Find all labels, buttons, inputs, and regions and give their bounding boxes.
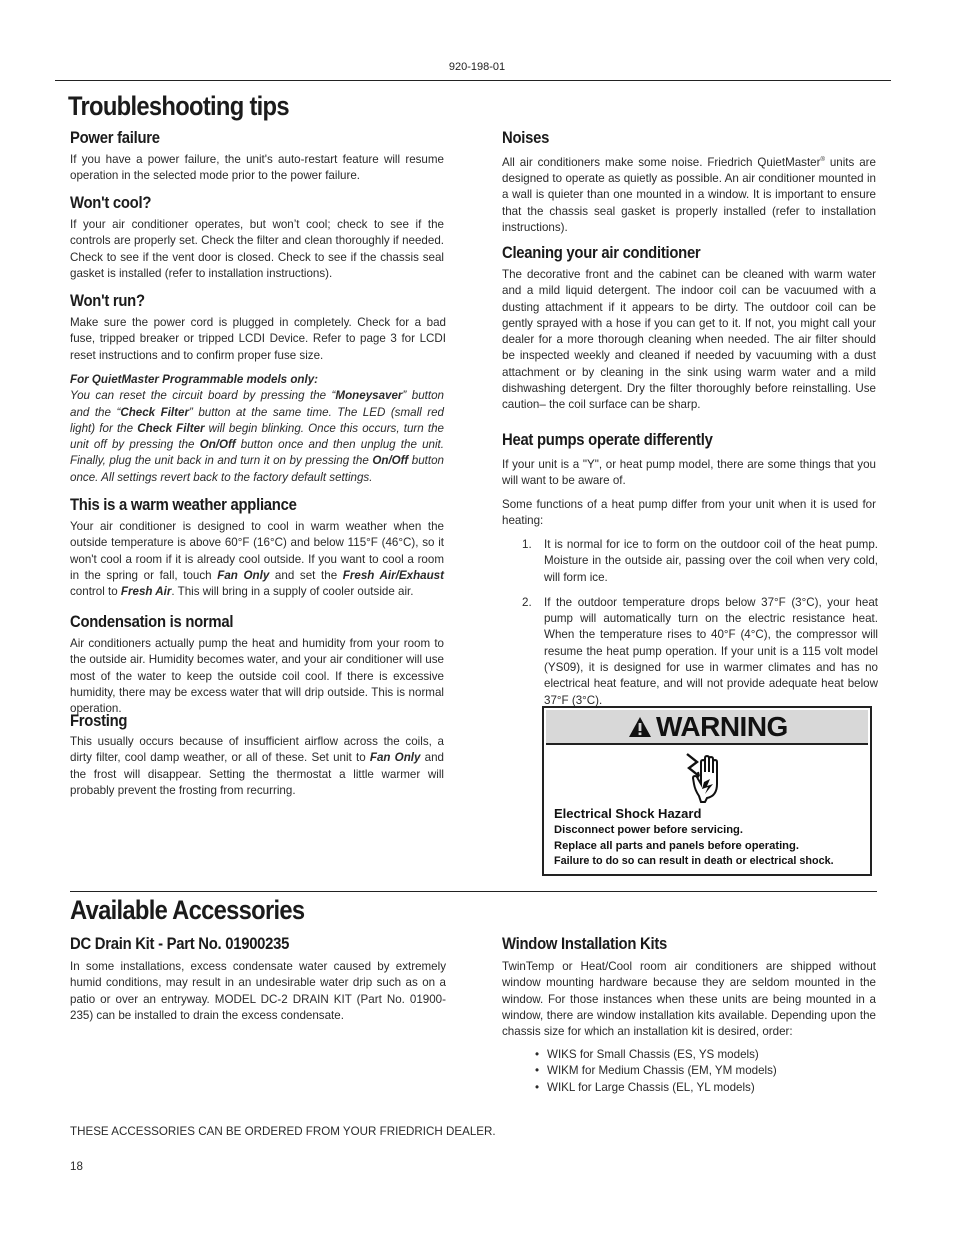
top-rule [55, 80, 891, 81]
heat-pump-list-item [502, 595, 878, 709]
warning-line-1: Disconnect power before servicing. [554, 824, 743, 836]
window-kits-list [535, 1047, 855, 1096]
note-part-3: ” button at the same time. The LED (small red light) for the [70, 405, 444, 435]
window-kits-heading: Window Installation Kits [502, 935, 667, 953]
accessories-footnote: THESE ACCESSORIES CAN BE ORDERED FROM YOUR FRIEDRICH DEALER. [70, 1125, 496, 1138]
noises-part-1: All air conditioners make some noise. Friedrich QuietMaster [502, 155, 821, 169]
warm-weather-part-4: . This will bring in a supply of cooler outside air. [171, 585, 414, 599]
bullet-icon: • [535, 1048, 540, 1061]
warm-weather-text [70, 519, 444, 600]
warning-box [542, 706, 872, 876]
drain-kit-heading: DC Drain Kit - Part No. 01900235 [70, 935, 290, 953]
heat-pump-list-item [502, 537, 878, 586]
warm-weather-part-2: and set the [269, 568, 343, 582]
onoff-label: On/Off [199, 438, 236, 452]
bullet-icon: • [535, 1064, 540, 1078]
document-number: 920-198-01 [448, 61, 506, 73]
note-part-5: button once and then unplug the unit. Finally, plug the unit back in and turn it on by pressing the [70, 438, 444, 468]
note-part-4: will begin blinking. Once this occurs, turn the unit off by pressing the [70, 421, 444, 452]
bullet-icon: • [535, 1080, 540, 1094]
list-number: 1. [522, 538, 532, 551]
onoff-label-2: On/Off [372, 454, 409, 468]
list-text: If the outdoor temperature drops below 37°F (3°C), your heat pump will automatically turn on the electric resistance heat. When the temperature rises to 40°F (4°C), the compressor will resume the heat pump operation. If your unit is a 115 volt model (YS09), it is designed for use in warmer climates and has no electrical heat feature, and will not provide adequate heat below 37°F (3°C). [544, 595, 878, 707]
troubleshooting-title: Troubleshooting tips [68, 91, 289, 121]
heat-pumps-intro-1: If your unit is a "Y", or heat pump model, there are some things that you will want to be aware of. [502, 458, 876, 488]
warning-triangle-icon [628, 716, 652, 738]
noises-text [502, 152, 876, 236]
note-part-1: You can reset the circuit board by pressing the “ [70, 389, 336, 403]
check-filter-label-2: Check Filter [137, 421, 205, 435]
fresh-air-exhaust-label: Fresh Air/Exhaust [342, 568, 444, 582]
power-failure-heading: Power failure [70, 129, 160, 147]
fresh-air-label: Fresh Air [120, 585, 172, 599]
frosting-heading: Frosting [70, 712, 128, 730]
cleaning-heading: Cleaning your air conditioner [502, 244, 701, 262]
warm-weather-heading: This is a warm weather appliance [70, 496, 297, 514]
frosting-part-1: This usually occurs because of insufficient airflow across the coils, a dirty filter, cool damp weather, or all of these. Set unit to [70, 735, 444, 765]
check-filter-label: Check Filter [120, 405, 189, 419]
frosting-part-2: and the frost will disappear. Setting the thermostat a little warmer will probably prevent the frosting from recurring. [70, 751, 445, 797]
warning-line-3: Failure to do so can result in death or electrical shock. [554, 855, 834, 867]
warning-line-2: Replace all parts and panels before operating. [554, 840, 799, 852]
list-item [535, 1080, 855, 1096]
list-item [535, 1047, 855, 1063]
page-number: 18 [70, 1160, 83, 1173]
heat-pumps-intro-2: Some functions of a heat pump differ from your unit when it is used for heating: [502, 498, 876, 528]
warning-title: WARNING [656, 710, 788, 742]
section-divider [70, 891, 877, 892]
warm-weather-part-1: Your air conditioner is designed to cool in warm weather when the outside temperature is above 60°F (16°C) and below 115°F (46°C), so it won't cool a room if it is already cool outside. If you want to cool a room in the spring or fall, touch [70, 520, 444, 582]
list-item-text: WIKM for Medium Chassis (EM, YM models) [547, 1064, 777, 1078]
noises-part-2: units are designed to operate as quietly as possible. An air conditioner mounted in a wall is quieter than one mounted in a window. It is important to ensure that the chassis seal gasket is properly installed (refer to installation instructions). [502, 155, 876, 235]
list-item-text: WIKS for Small Chassis (ES, YS models) [547, 1048, 759, 1061]
fan-only-label: Fan Only [217, 568, 270, 582]
programmable-note [70, 372, 444, 486]
condensation-heading: Condensation is normal [70, 613, 234, 631]
window-kits-text: TwinTemp or Heat/Cool room air conditioners are shipped without window mounting hardware because they are seldom mounted in the window. For those instances when these units are being mounted in a window, there are window installation kits available. Depending upon the chassis size for which an installation kit is desired, order: [502, 960, 876, 1039]
wont-cool-text: If your air conditioner operates, but won’t cool; check to see if the controls are properly set. Check the filter and clean thoroughly if needed. Check to see if the vent door is closed. Check to see if the chassis seal gasket is installed (refer to installation instructions). [70, 218, 444, 280]
heat-pumps-heading: Heat pumps operate differently [502, 431, 713, 449]
warning-header [546, 710, 868, 745]
wont-cool-heading: Won't cool? [70, 194, 152, 212]
frosting-fan-only-label: Fan Only [369, 751, 421, 765]
note-part-2: ” button and the “ [70, 389, 444, 419]
heat-pump-list [502, 537, 878, 709]
list-item [535, 1063, 855, 1079]
note-part-6: button once. All settings revert back to the factory default settings. [70, 454, 444, 484]
cleaning-text: The decorative front and the cabinet can be cleaned with warm water and a mild liquid detergent. The indoor coil can be vacuumed with a dusting attachment if it appears to be dirty. The outdoor coil can be gently sprayed with a hose if you can get to it. If not, you might call your dealer for a more thorough cleaning when needed. The air filter should be inspected weekly and cleaned if needed by vacuuming with a dust attachment or by cleaning in the sink using warm water and a mild dishwashing detergent. Dry the filter thoroughly before reinstalling. Use caution– the coil surface can be sharp. [502, 268, 876, 412]
accessories-title: Available Accessories [70, 895, 305, 925]
warm-weather-part-3: control to [70, 585, 121, 599]
noises-heading: Noises [502, 129, 550, 147]
power-failure-text: If you have a power failure, the unit's auto-restart feature will resume operation in the selected mode prior to the power failure. [70, 153, 444, 183]
moneysaver-label: Moneysaver [335, 389, 403, 403]
list-text: It is normal for ice to form on the outdoor coil of the heat pump. Moisture in the outside air, passing over the coil when very cold, will form ice. [544, 538, 878, 584]
wont-run-text: Make sure the power cord is plugged in completely. Check for a bad fuse, tripped breaker or tripped LCDI Device. Refer to page 3 for LCDI reset instructions and to confirm proper fuse size. [70, 316, 446, 362]
drain-kit-text: In some installations, excess condensate water caused by extremely humid conditions, may result in an undesirable water drip such as on a patio or over an entryway. MODEL DC-2 DRAIN KIT (Part No. 01900-235) can be installed to drain the excess condensate. [70, 960, 446, 1022]
wont-run-heading: Won't run? [70, 292, 145, 310]
list-item-text: WIKL for Large Chassis (EL, YL models) [547, 1080, 755, 1094]
warning-hazard: Electrical Shock Hazard [554, 806, 702, 821]
frosting-text [70, 734, 444, 799]
programmable-note-title: For QuietMaster Programmable models only: [70, 373, 319, 386]
list-number: 2. [522, 595, 532, 609]
electrical-shock-icon [683, 752, 725, 804]
condensation-text: Air conditioners actually pump the heat and humidity from your room to the outside air. Humidity becomes water, and your air conditioner will use most of the water to keep the outside coil cool. If there is excessive humidity, there may be excess water that will drip outside. This is normal operation. [70, 637, 444, 716]
registered-mark: ® [820, 157, 825, 163]
